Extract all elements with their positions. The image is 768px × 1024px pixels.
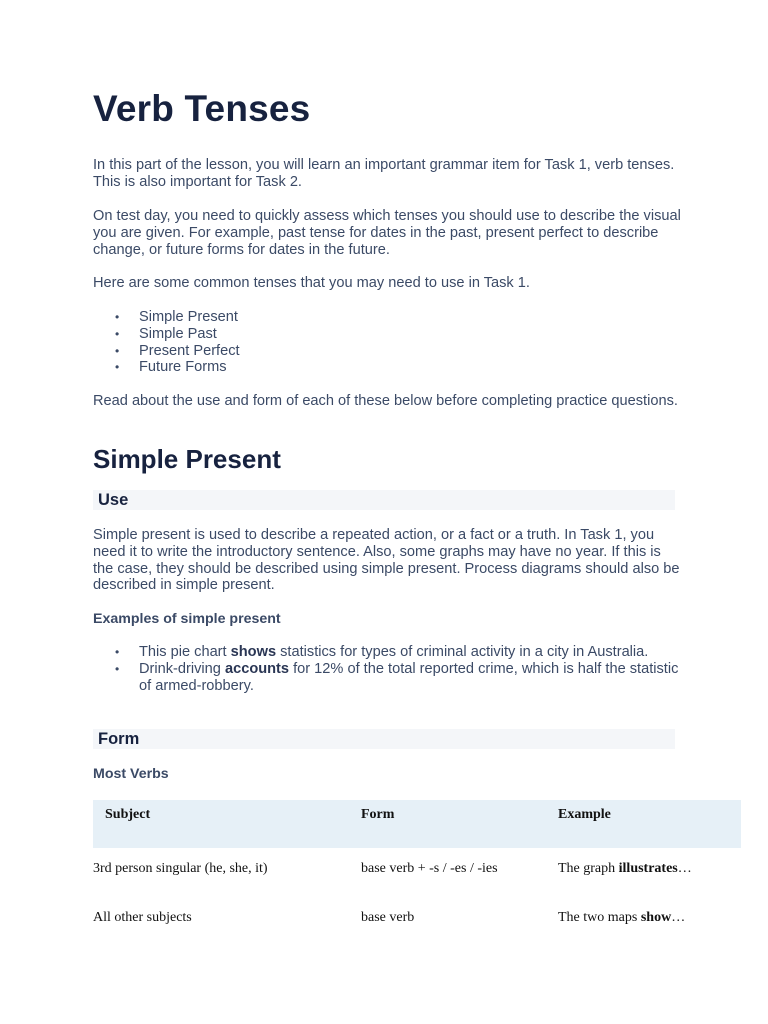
examples-heading: Examples of simple present xyxy=(93,611,281,627)
table-row xyxy=(93,848,741,897)
list-item: • This pie chart shows statistics for types of criminal activity in a city in Australia. xyxy=(115,644,649,660)
table-cell-subject: All other subjects xyxy=(93,910,192,925)
bullet-icon: • xyxy=(115,310,120,324)
table-cell-form: base verb xyxy=(361,910,415,925)
use-heading: Use xyxy=(93,490,675,510)
table-cell-form: base verb + -s / -es / -ies xyxy=(361,861,498,876)
list-item: • Present Perfect xyxy=(115,342,240,359)
table-cell-subject: 3rd person singular (he, she, it) xyxy=(93,861,268,876)
bullet-icon: • xyxy=(115,645,120,659)
intro-paragraph-3: Here are some common tenses that you may need to use in Task 1. xyxy=(93,275,530,291)
table-cell-example: The two maps show… xyxy=(558,910,686,925)
verb-form-table xyxy=(93,800,741,946)
column-header-subject: Subject xyxy=(93,800,361,848)
read-about-paragraph: Read about the use and form of each of these below before completing practice questions. xyxy=(93,393,678,409)
use-paragraph: Simple present is used to describe a repeated action, or a fact or a truth. In Task 1, you need it to write the introductory sentence. Also, some graphs may have no year. If this is the case, they should be described using simple present. Process diagrams should also be described in simple present. xyxy=(93,527,680,594)
form-heading: Form xyxy=(93,729,675,749)
list-item: • Simple Past xyxy=(115,325,217,342)
bullet-icon: • xyxy=(115,360,120,375)
column-header-example: Example xyxy=(558,800,741,848)
intro-paragraph-1: In this part of the lesson, you will learn an important grammar item for Task 1, verb tenses. This is also important for Task 2. xyxy=(93,157,675,190)
table-row xyxy=(93,897,741,946)
page-title: Verb Tenses xyxy=(93,88,311,129)
bullet-icon: • xyxy=(115,343,120,358)
list-item: • Future Forms xyxy=(115,359,227,376)
intro-paragraph-2: On test day, you need to quickly assess which tenses you should use to describe the visual you are given. For example, past tense for dates in the past, present perfect to describe change, or future forms for dates in the future. xyxy=(93,208,681,258)
column-header-form: Form xyxy=(361,800,558,848)
examples-list xyxy=(93,644,683,694)
table-header-row xyxy=(93,800,741,848)
most-verbs-heading: Most Verbs xyxy=(93,766,169,782)
simple-present-heading: Simple Present xyxy=(93,444,281,474)
list-item: • Simple Present xyxy=(115,309,238,325)
bullet-icon: • xyxy=(115,326,120,341)
bullet-icon: • xyxy=(115,661,120,676)
list-item: • Drink-driving accounts for 12% of the total reported crime, which is half the statistic of armed-robbery. xyxy=(115,660,679,694)
table-cell-example: The graph illustrates… xyxy=(558,861,692,876)
tense-list xyxy=(93,309,683,376)
